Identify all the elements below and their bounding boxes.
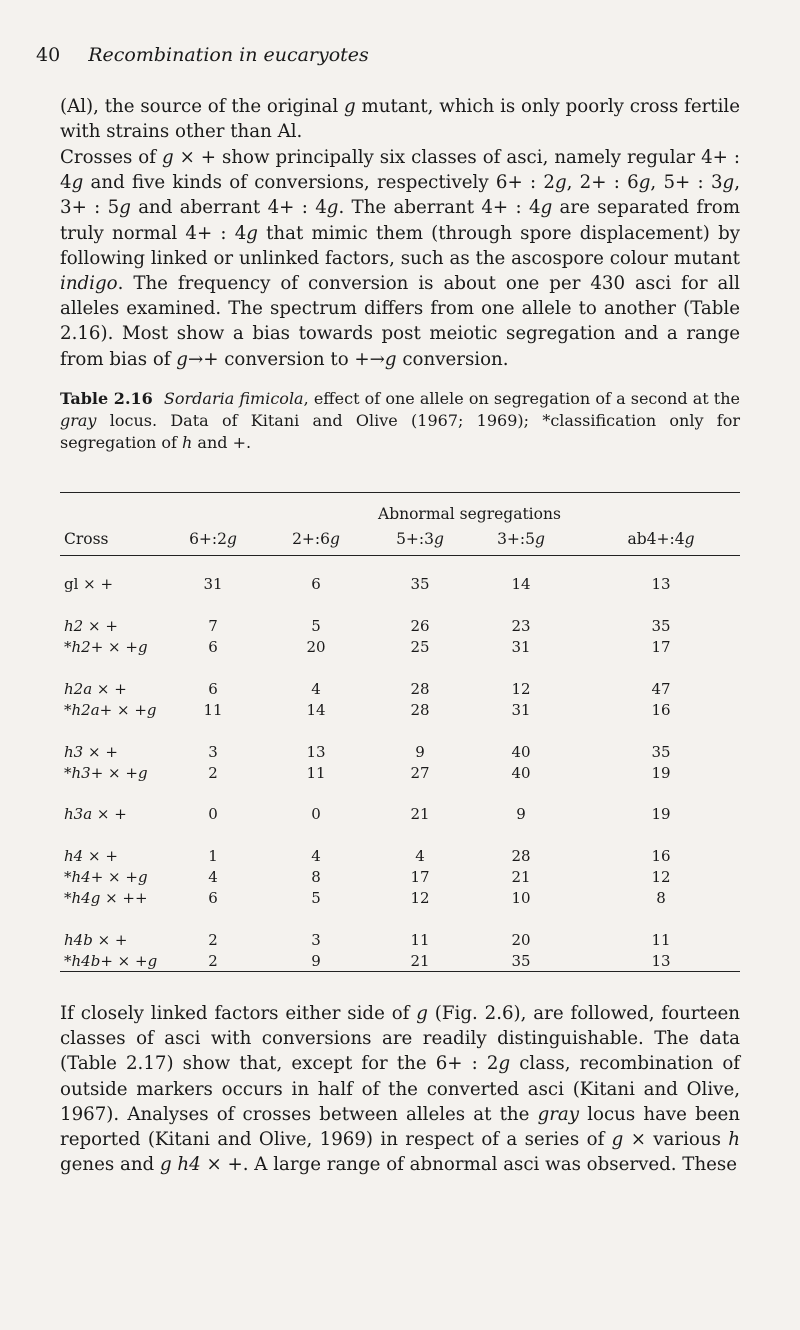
header-rule xyxy=(60,555,740,556)
table-cell: 21 xyxy=(410,952,430,970)
table-cell: 26 xyxy=(410,617,430,635)
table-cell: 20 xyxy=(511,931,531,949)
table-cell: 3 xyxy=(311,931,321,949)
table-cell: 0 xyxy=(311,805,321,823)
table-cell: 2 xyxy=(208,931,218,949)
cross-label: h3a × + xyxy=(64,805,127,823)
table-cell: 4 xyxy=(415,847,425,865)
table-cell: 35 xyxy=(410,575,430,593)
cross-label: *h4+ × +g xyxy=(64,868,148,886)
cross-label: h2 × + xyxy=(64,617,118,635)
table-cell: 6 xyxy=(311,575,321,593)
table-cell: 19 xyxy=(651,764,671,782)
column-header: 5+:3g xyxy=(396,530,444,548)
cross-label: h3 × + xyxy=(64,743,118,761)
table-cell: 12 xyxy=(410,889,430,907)
table-cell: 13 xyxy=(651,952,671,970)
cross-label: *h4g × ++ xyxy=(64,889,148,907)
cross-label: h4b × + xyxy=(64,931,128,949)
cross-label: h4 × + xyxy=(64,847,118,865)
table-caption: Table 2.16 Sordaria fimicola, effect of one allele on segregation of a second at the gray locus. Data of Kitani and Olive (1967; 1969); *classification only for segregation of h and +. xyxy=(60,389,741,452)
column-header: 2+:6g xyxy=(292,530,340,548)
table-cell: 1 xyxy=(208,847,218,865)
table-cell: 40 xyxy=(511,743,531,761)
paragraph-3: If closely linked factors either side of g (Fig. 2.6), are followed, fourteen classes of asci with conversions are readily distinguishable. The data (Table 2.17) show that, except for the 6+ : 2g class, recombination of outside markers occurs in half of the converted asci (Kitani and Olive, 1967). Analyses of crosses between alleles at the gray locus have been reported (Kitani and Olive, 1969) in respect of a series of g × various h genes and g h4 × +. A large range of abnormal asci was observed. These xyxy=(60,1003,740,1176)
table-cell: 4 xyxy=(208,868,218,886)
cross-label: gl × + xyxy=(64,575,114,593)
table-cell: 11 xyxy=(203,701,223,719)
table-cell: 6 xyxy=(208,638,218,656)
paragraph-1: (Al), the source of the original g mutant, which is only poorly cross fertile with strains other than Al. xyxy=(60,96,740,143)
table-cell: 5 xyxy=(311,889,321,907)
table-cell: 17 xyxy=(410,868,430,886)
cross-label: *h4b+ × +g xyxy=(64,952,158,970)
table-cell: 12 xyxy=(651,868,671,886)
page-header xyxy=(36,44,369,66)
table-cell: 31 xyxy=(511,701,531,719)
table-cell: 14 xyxy=(306,701,326,719)
table-cell: 2 xyxy=(208,952,218,970)
table-cell: 17 xyxy=(651,638,671,656)
table-cell: 12 xyxy=(511,680,531,698)
table-cell: 6 xyxy=(208,889,218,907)
table-cell: 35 xyxy=(651,617,671,635)
column-header: 3+:5g xyxy=(497,530,545,548)
table-cell: 31 xyxy=(511,638,531,656)
cross-label: *h3+ × +g xyxy=(64,764,148,782)
table-cell: 16 xyxy=(651,847,671,865)
column-header: Cross xyxy=(64,530,109,548)
table-cell: 6 xyxy=(208,680,218,698)
paragraph-2: Crosses of g × + show principally six classes of asci, namely regular 4+ : 4g and five kinds of conversions, respectively 6+ : 2g, 2+ : 6g, 5+ : 3g, 3+ : 5g and aberrant 4+ : 4g. The aberrant 4+ : 4g are separated from truly normal 4+ : 4g that mimic them (through spore displacement) by following linked or unlinked factors, such as the ascospore colour mutant indigo. The frequency of conversion is about one per 430 asci for all alleles examined. The spectrum differs from one allele to another (Table 2.16). Most show a bias towards post meiotic segregation and a range from bias of g→+ conversion to +→g conversion. xyxy=(60,147,741,370)
page-number: 40 xyxy=(36,44,61,66)
table-cell: 11 xyxy=(410,931,430,949)
table-cell: 0 xyxy=(208,805,218,823)
table-cell: 35 xyxy=(511,952,531,970)
table-cell: 13 xyxy=(651,575,671,593)
cross-label: *h2a+ × +g xyxy=(64,701,157,719)
table-cell: 19 xyxy=(651,805,671,823)
table-cell: 23 xyxy=(511,617,531,635)
table-cell: 16 xyxy=(651,701,671,719)
table-cell: 21 xyxy=(511,868,531,886)
group-header: Abnormal segregations xyxy=(378,505,561,523)
table-cell: 47 xyxy=(651,680,671,698)
column-header: 6+:2g xyxy=(189,530,237,548)
table-cell: 2 xyxy=(208,764,218,782)
table-cell: 11 xyxy=(306,764,326,782)
table-cell: 9 xyxy=(415,743,425,761)
table-cell: 31 xyxy=(203,575,223,593)
table-cell: 10 xyxy=(511,889,531,907)
table-cell: 9 xyxy=(516,805,526,823)
cross-label: h2a × + xyxy=(64,680,127,698)
column-header: ab4+:4g xyxy=(627,530,695,548)
table-cell: 11 xyxy=(651,931,671,949)
running-title: Recombination in eucaryotes xyxy=(88,44,369,66)
table-bottom-rule xyxy=(60,971,740,972)
table-cell: 28 xyxy=(410,701,430,719)
table-cell: 7 xyxy=(208,617,218,635)
table-cell: 4 xyxy=(311,847,321,865)
cross-label: *h2+ × +g xyxy=(64,638,148,656)
table-cell: 13 xyxy=(306,743,326,761)
table-cell: 28 xyxy=(511,847,531,865)
table-cell: 20 xyxy=(306,638,326,656)
table-cell: 21 xyxy=(410,805,430,823)
table-cell: 28 xyxy=(410,680,430,698)
table-cell: 27 xyxy=(410,764,430,782)
table-cell: 25 xyxy=(410,638,430,656)
table-cell: 4 xyxy=(311,680,321,698)
table-cell: 8 xyxy=(311,868,321,886)
table-cell: 8 xyxy=(656,889,666,907)
table-cell: 14 xyxy=(511,575,531,593)
table-cell: 9 xyxy=(311,952,321,970)
table-cell: 35 xyxy=(651,743,671,761)
table-cell: 3 xyxy=(208,743,218,761)
table-cell: 5 xyxy=(311,617,321,635)
table-cell: 40 xyxy=(511,764,531,782)
table-top-rule xyxy=(60,492,740,493)
